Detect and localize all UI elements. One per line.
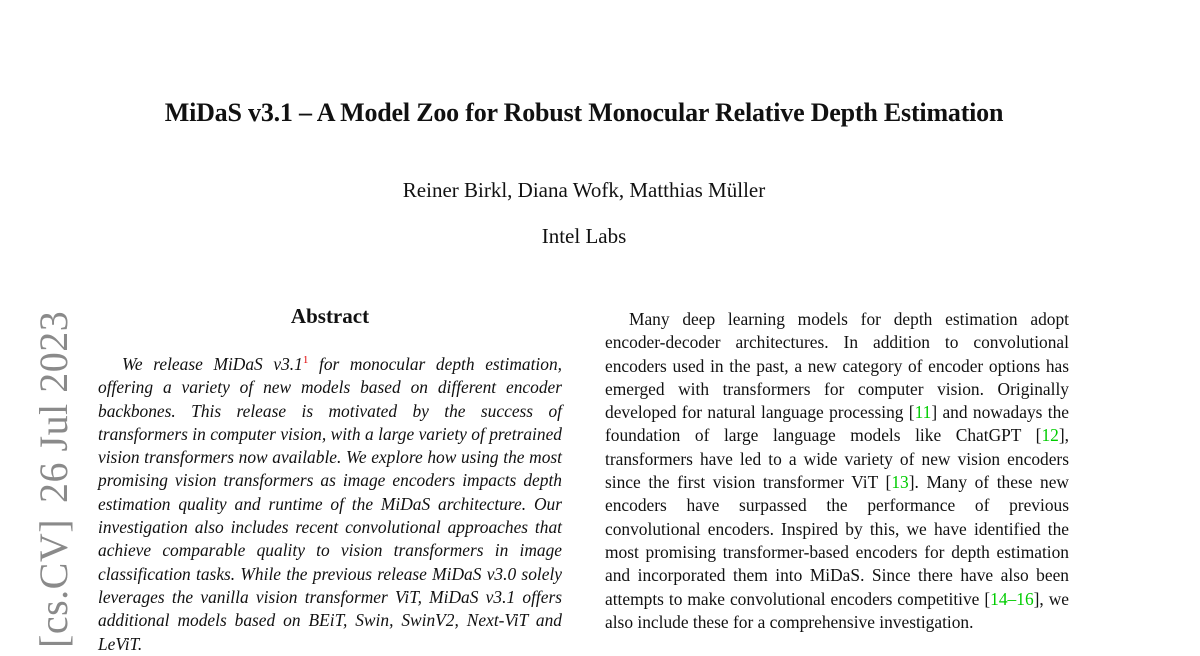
- abstract-text-start: We release MiDaS v3.1: [122, 354, 303, 374]
- intro-text: ] and nowadays the foundation of large language models like ChatGPT [: [605, 402, 1069, 446]
- intro-text: ], we also include these for a comprehensive investigation.: [605, 588, 1070, 632]
- arxiv-category: [cs.CV]: [31, 518, 76, 648]
- arxiv-date: 26 Jul 2023: [31, 310, 76, 503]
- abstract-text-rest: for monocular depth estimation, offering a variety of new models based on different encoder backbones. This release is motivated by the success of transformers in computer vision, with a large variety of pretrained vision transformers now available. We explore how using the most promising vision transformers as image encoders impacts depth estimation quality and runtime of the MiDaS architecture. Our investigation also includes recent convolutional approaches that achieve comparable quality to vision transformers in image classification tasks. While the previous release MiDaS v3.0 solely leverages the vanilla vision transformer ViT, MiDaS v3.1 offers additional models based on BEiT, Swin, SwinV2, Next-ViT and LeViT.: [98, 354, 563, 654]
- introduction-paragraph: [605, 308, 1069, 634]
- abstract-heading: Abstract: [290, 304, 370, 328]
- citation-link[interactable]: 14–16: [990, 588, 1034, 609]
- citation-link[interactable]: 13: [891, 472, 909, 493]
- affiliation: Intel Labs: [541, 224, 627, 248]
- arxiv-watermark: [30, 295, 77, 648]
- intro-text: ]. Many of these new encoders have surpassed the performance of previous convolutional encoders. Inspired by this, we have identified the most promising transformer-based encoders for depth estimation and incorporated them into MiDaS. Since there have also been attempts to make convolutional encoders competitive [: [605, 472, 1069, 609]
- abstract-body: [98, 353, 562, 656]
- intro-text: ], transformers have led to a wide variety of new vision encoders since the first vision transformer ViT [: [605, 425, 1069, 493]
- paper-title: MiDaS v3.1 – A Model Zoo for Robust Monocular Relative Depth Estimation: [164, 98, 1004, 127]
- intro-text: Many deep learning models for depth estimation adopt encoder-decoder architectures. In addition to convolutional encoders used in the past, a new category of encoder options has emerged with transformers for computer vision. Originally developed for natural language processing [: [605, 309, 1069, 423]
- citation-link[interactable]: 12: [1041, 425, 1059, 446]
- author-list: Reiner Birkl, Diana Wofk, Matthias Müller: [402, 178, 766, 202]
- footnote-link[interactable]: 1: [302, 354, 309, 367]
- citation-link[interactable]: 11: [914, 402, 932, 423]
